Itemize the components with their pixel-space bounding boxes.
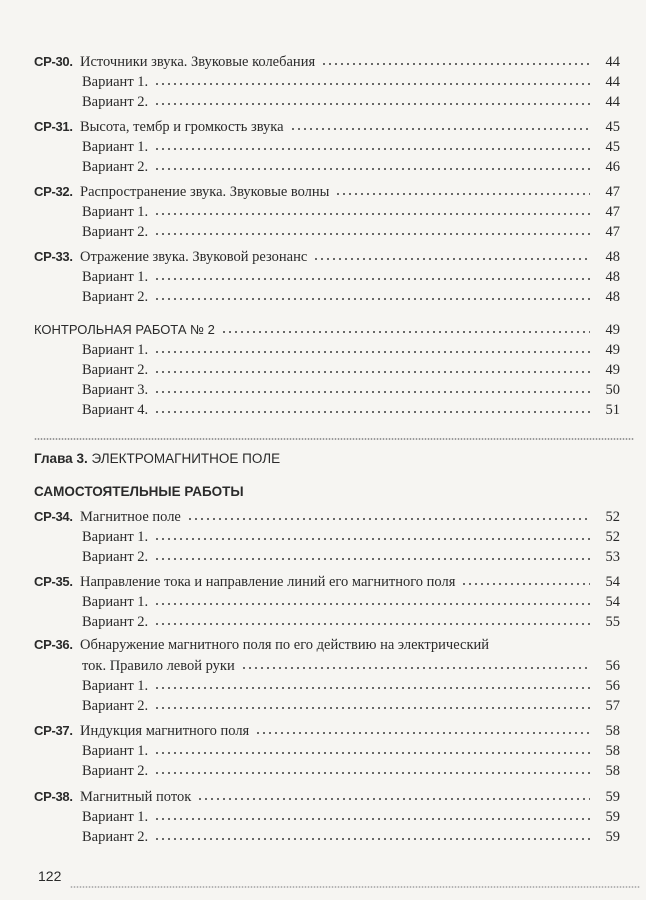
toc-entry[interactable]	[34, 182, 620, 202]
entry-page: 44	[605, 54, 620, 70]
dot-leader	[154, 287, 590, 301]
entry-page: 45	[605, 119, 620, 135]
variant-label: Вариант 2.	[82, 829, 149, 845]
variant-label: Вариант 2.	[82, 549, 149, 565]
variant-page: 46	[605, 159, 620, 175]
dot-leader	[154, 400, 590, 414]
variant-label: Вариант 3.	[82, 382, 149, 398]
dot-leader	[197, 787, 590, 801]
entry-code: СР-30.	[34, 54, 73, 69]
dot-leader	[154, 222, 590, 236]
dot-leader	[154, 741, 590, 755]
toc-variant[interactable]	[34, 741, 620, 761]
entry-title: Обнаружение магнитного поля по его действию на электрический	[80, 637, 490, 653]
entry-title: Индукция магнитного поля	[80, 723, 250, 739]
dot-leader	[154, 676, 590, 690]
entry-code: СР-32.	[34, 184, 73, 199]
variant-label: Вариант 2.	[82, 94, 149, 110]
entry-page: 56	[605, 658, 620, 674]
dot-leader	[154, 827, 590, 841]
footer-divider	[70, 886, 640, 888]
entry-code: СР-37.	[34, 723, 73, 738]
toc-variant[interactable]	[34, 676, 620, 696]
dot-leader	[290, 117, 590, 131]
variant-page: 47	[605, 204, 620, 220]
entry-page: 48	[605, 249, 620, 265]
dot-leader	[335, 182, 590, 196]
toc-entry[interactable]	[34, 117, 620, 137]
variant-label: Вариант 1.	[82, 342, 149, 358]
variant-page: 44	[605, 94, 620, 110]
entry-code: СР-34.	[34, 509, 73, 524]
variant-label: Вариант 2.	[82, 763, 149, 779]
toc-variant[interactable]	[34, 340, 620, 360]
dot-leader	[154, 157, 590, 171]
entry-page: 59	[605, 789, 620, 805]
entry-code: СР-38.	[34, 789, 73, 804]
entry-title-line2: ток. Правило левой руки	[82, 658, 235, 674]
dot-leader	[154, 137, 590, 151]
dot-leader	[154, 761, 590, 775]
entry-title: Отражение звука. Звуковой резонанс	[80, 249, 308, 265]
dot-leader	[187, 507, 590, 521]
chapter-prefix: Глава 3.	[34, 451, 88, 466]
toc-variant[interactable]	[34, 592, 620, 612]
entry-title: Высота, тембр и громкость звука	[80, 119, 284, 135]
dot-leader	[154, 547, 590, 561]
dot-leader	[154, 380, 590, 394]
variant-page: 47	[605, 224, 620, 240]
entry-code: СР-31.	[34, 119, 73, 134]
variant-page: 56	[605, 678, 620, 694]
dot-leader	[154, 612, 590, 626]
dot-leader	[241, 656, 590, 670]
toc-variant[interactable]	[34, 547, 620, 567]
variant-page: 51	[605, 402, 620, 418]
toc-variant[interactable]	[34, 157, 620, 177]
dot-leader	[221, 320, 590, 334]
toc-variant[interactable]	[34, 612, 620, 632]
entry-title: Магнитное поле	[80, 509, 181, 525]
entry-title: Распространение звука. Звуковые волны	[80, 184, 330, 200]
variant-page: 53	[605, 549, 620, 565]
subheading: САМОСТОЯТЕЛЬНЫЕ РАБОТЫ	[34, 484, 244, 499]
dot-leader	[154, 92, 590, 106]
dot-leader	[255, 721, 590, 735]
toc-variant[interactable]	[34, 380, 620, 400]
dot-leader	[154, 340, 590, 354]
toc-variant[interactable]	[34, 202, 620, 222]
toc-entry[interactable]	[34, 635, 620, 655]
toc-entry-continuation[interactable]	[34, 656, 620, 676]
variant-label: Вариант 1.	[82, 204, 149, 220]
variant-label: Вариант 2.	[82, 159, 149, 175]
dot-leader	[154, 267, 590, 281]
dot-leader	[154, 592, 590, 606]
entry-page: 49	[605, 322, 620, 338]
variant-page: 45	[605, 139, 620, 155]
toc-entry[interactable]	[34, 572, 620, 592]
toc-entry[interactable]	[34, 52, 620, 72]
variant-label: Вариант 1.	[82, 74, 149, 90]
variant-label: Вариант 2.	[82, 224, 149, 240]
entry-code: СР-33.	[34, 249, 73, 264]
entry-code: СР-36.	[34, 637, 73, 652]
toc-entry[interactable]	[34, 787, 620, 807]
toc-variant[interactable]	[34, 360, 620, 380]
toc-variant[interactable]	[34, 807, 620, 827]
variant-label: Вариант 1.	[82, 594, 149, 610]
dot-leader	[154, 527, 590, 541]
variant-page: 48	[605, 289, 620, 305]
toc-entry[interactable]	[34, 507, 620, 527]
variant-label: Вариант 1.	[82, 809, 149, 825]
dot-leader	[154, 72, 590, 86]
toc-variant[interactable]	[34, 400, 620, 420]
toc-entry[interactable]	[34, 721, 620, 741]
variant-label: Вариант 1.	[82, 269, 149, 285]
variant-label: Вариант 1.	[82, 529, 149, 545]
variant-label: Вариант 1.	[82, 743, 149, 759]
variant-label: Вариант 1.	[82, 139, 149, 155]
dot-leader	[154, 696, 590, 710]
toc-variant[interactable]	[34, 72, 620, 92]
variant-page: 54	[605, 594, 620, 610]
dot-leader	[154, 360, 590, 374]
toc-variant[interactable]	[34, 287, 620, 307]
variant-page: 59	[605, 829, 620, 845]
toc-variant[interactable]	[34, 827, 620, 847]
entry-page: 54	[605, 574, 620, 590]
entry-title: Направление тока и направление линий его магнитного поля	[80, 574, 456, 590]
variant-label: Вариант 2.	[82, 614, 149, 630]
dot-leader	[154, 807, 590, 821]
toc-entry-control-work[interactable]	[34, 320, 620, 340]
dot-leader	[461, 572, 590, 586]
variant-page: 58	[605, 763, 620, 779]
toc-variant[interactable]	[34, 696, 620, 716]
variant-page: 48	[605, 269, 620, 285]
dot-leader	[154, 202, 590, 216]
variant-page: 52	[605, 529, 620, 545]
section-divider	[34, 438, 634, 440]
toc-variant[interactable]	[34, 92, 620, 112]
toc-variant[interactable]	[34, 267, 620, 287]
variant-page: 44	[605, 74, 620, 90]
entry-title: Магнитный поток	[80, 789, 192, 805]
variant-page: 50	[605, 382, 620, 398]
dot-leader	[321, 52, 590, 66]
entry-page: 47	[605, 184, 620, 200]
variant-label: Вариант 2.	[82, 289, 149, 305]
variant-page: 58	[605, 743, 620, 759]
variant-page: 49	[605, 362, 620, 378]
variant-page: 49	[605, 342, 620, 358]
variant-page: 57	[605, 698, 620, 714]
control-work-title: КОНТРОЛЬНАЯ РАБОТА № 2	[34, 322, 215, 337]
variant-label: Вариант 4.	[82, 402, 149, 418]
chapter-heading	[34, 450, 280, 468]
toc-variant[interactable]	[34, 761, 620, 781]
variant-label: Вариант 2.	[82, 698, 149, 714]
chapter-title: ЭЛЕКТРОМАГНИТНОЕ ПОЛЕ	[91, 451, 281, 466]
variant-page: 55	[605, 614, 620, 630]
dot-leader	[313, 247, 590, 261]
page-number: 122	[38, 868, 62, 884]
variant-label: Вариант 2.	[82, 362, 149, 378]
toc-variant[interactable]	[34, 527, 620, 547]
variant-page: 59	[605, 809, 620, 825]
toc-entry[interactable]	[34, 247, 620, 267]
entry-page: 58	[605, 723, 620, 739]
toc-variant[interactable]	[34, 222, 620, 242]
entry-code: СР-35.	[34, 574, 73, 589]
entry-title: Источники звука. Звуковые колебания	[80, 54, 316, 70]
entry-page: 52	[605, 509, 620, 525]
variant-label: Вариант 1.	[82, 678, 149, 694]
toc-variant[interactable]	[34, 137, 620, 157]
